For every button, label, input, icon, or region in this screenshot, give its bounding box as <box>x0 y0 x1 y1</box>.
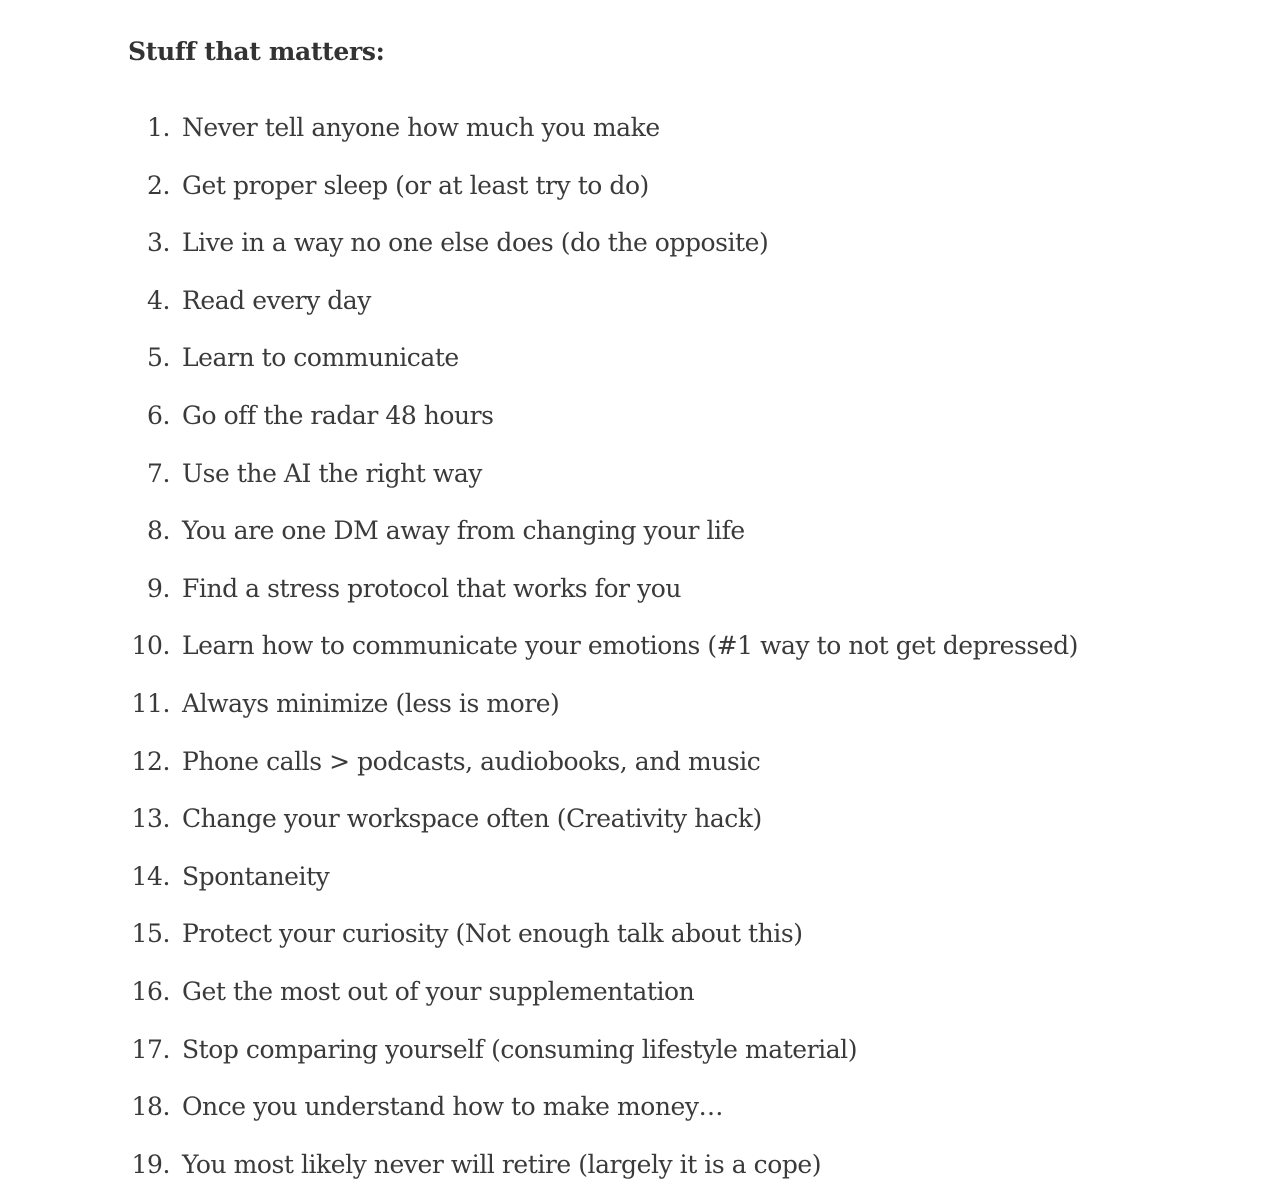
item-text: Protect your curiosity (Not enough talk about this) <box>182 919 803 949</box>
list-item <box>0 675 1270 733</box>
item-text: Once you understand how to make money… <box>182 1092 724 1122</box>
item-text: Stop comparing yourself (consuming lifestyle material) <box>182 1034 858 1064</box>
item-number: 3. <box>146 228 170 258</box>
item-text: Get the most out of your supplementation <box>182 976 695 1006</box>
item-number: 11. <box>131 688 170 718</box>
list-item <box>0 848 1270 906</box>
item-number: 16. <box>131 976 170 1006</box>
list-item <box>0 560 1270 618</box>
list-item <box>0 905 1270 963</box>
list-heading: Stuff that matters: <box>128 37 385 66</box>
item-number: 4. <box>146 285 170 315</box>
item-number: 18. <box>131 1092 170 1122</box>
item-text: You most likely never will retire (largely it is a cope) <box>182 1149 822 1179</box>
item-number: 14. <box>131 861 170 891</box>
item-number: 19. <box>131 1149 170 1179</box>
list-item <box>0 157 1270 215</box>
list-item <box>0 790 1270 848</box>
list-item <box>0 1078 1270 1136</box>
list-item <box>0 387 1270 445</box>
item-text: Use the AI the right way <box>182 458 482 488</box>
item-text: Learn how to communicate your emotions (#1 way to not get depressed) <box>182 631 1078 661</box>
item-text: Read every day <box>182 285 371 315</box>
item-text: Never tell anyone how much you make <box>182 113 660 142</box>
list-item <box>0 99 1270 157</box>
item-number: 9. <box>146 573 170 603</box>
item-number: 13. <box>131 804 170 834</box>
item-number: 10. <box>131 631 170 661</box>
item-text: Always minimize (less is more) <box>182 688 560 718</box>
list-item <box>0 214 1270 272</box>
item-text: Phone calls > podcasts, audiobooks, and music <box>182 746 761 776</box>
item-text: Get proper sleep (or at least try to do) <box>182 170 649 200</box>
item-number: 1. <box>146 113 170 142</box>
list-item <box>0 329 1270 387</box>
list-item <box>0 502 1270 560</box>
item-number: 15. <box>131 919 170 949</box>
item-text: Spontaneity <box>182 861 330 891</box>
item-number: 8. <box>146 516 170 546</box>
item-text: Learn to communicate <box>182 343 459 373</box>
item-text: Find a stress protocol that works for you <box>182 573 681 603</box>
list-item <box>0 617 1270 675</box>
item-number: 5. <box>146 343 170 373</box>
list-item <box>0 272 1270 330</box>
item-number: 17. <box>131 1034 170 1064</box>
list-item <box>0 1136 1270 1194</box>
item-text: Change your workspace often (Creativity hack) <box>182 804 762 834</box>
list-item <box>0 1021 1270 1079</box>
item-text: Go off the radar 48 hours <box>182 400 494 430</box>
item-number: 6. <box>146 400 170 430</box>
item-text: Live in a way no one else does (do the opposite) <box>182 228 769 258</box>
item-number: 12. <box>131 746 170 776</box>
numbered-list <box>0 99 1270 1193</box>
item-text: You are one DM away from changing your life <box>182 516 745 546</box>
list-item <box>0 445 1270 503</box>
item-number: 2. <box>146 170 170 200</box>
item-number: 7. <box>146 458 170 488</box>
list-item <box>0 963 1270 1021</box>
list-item <box>0 733 1270 791</box>
